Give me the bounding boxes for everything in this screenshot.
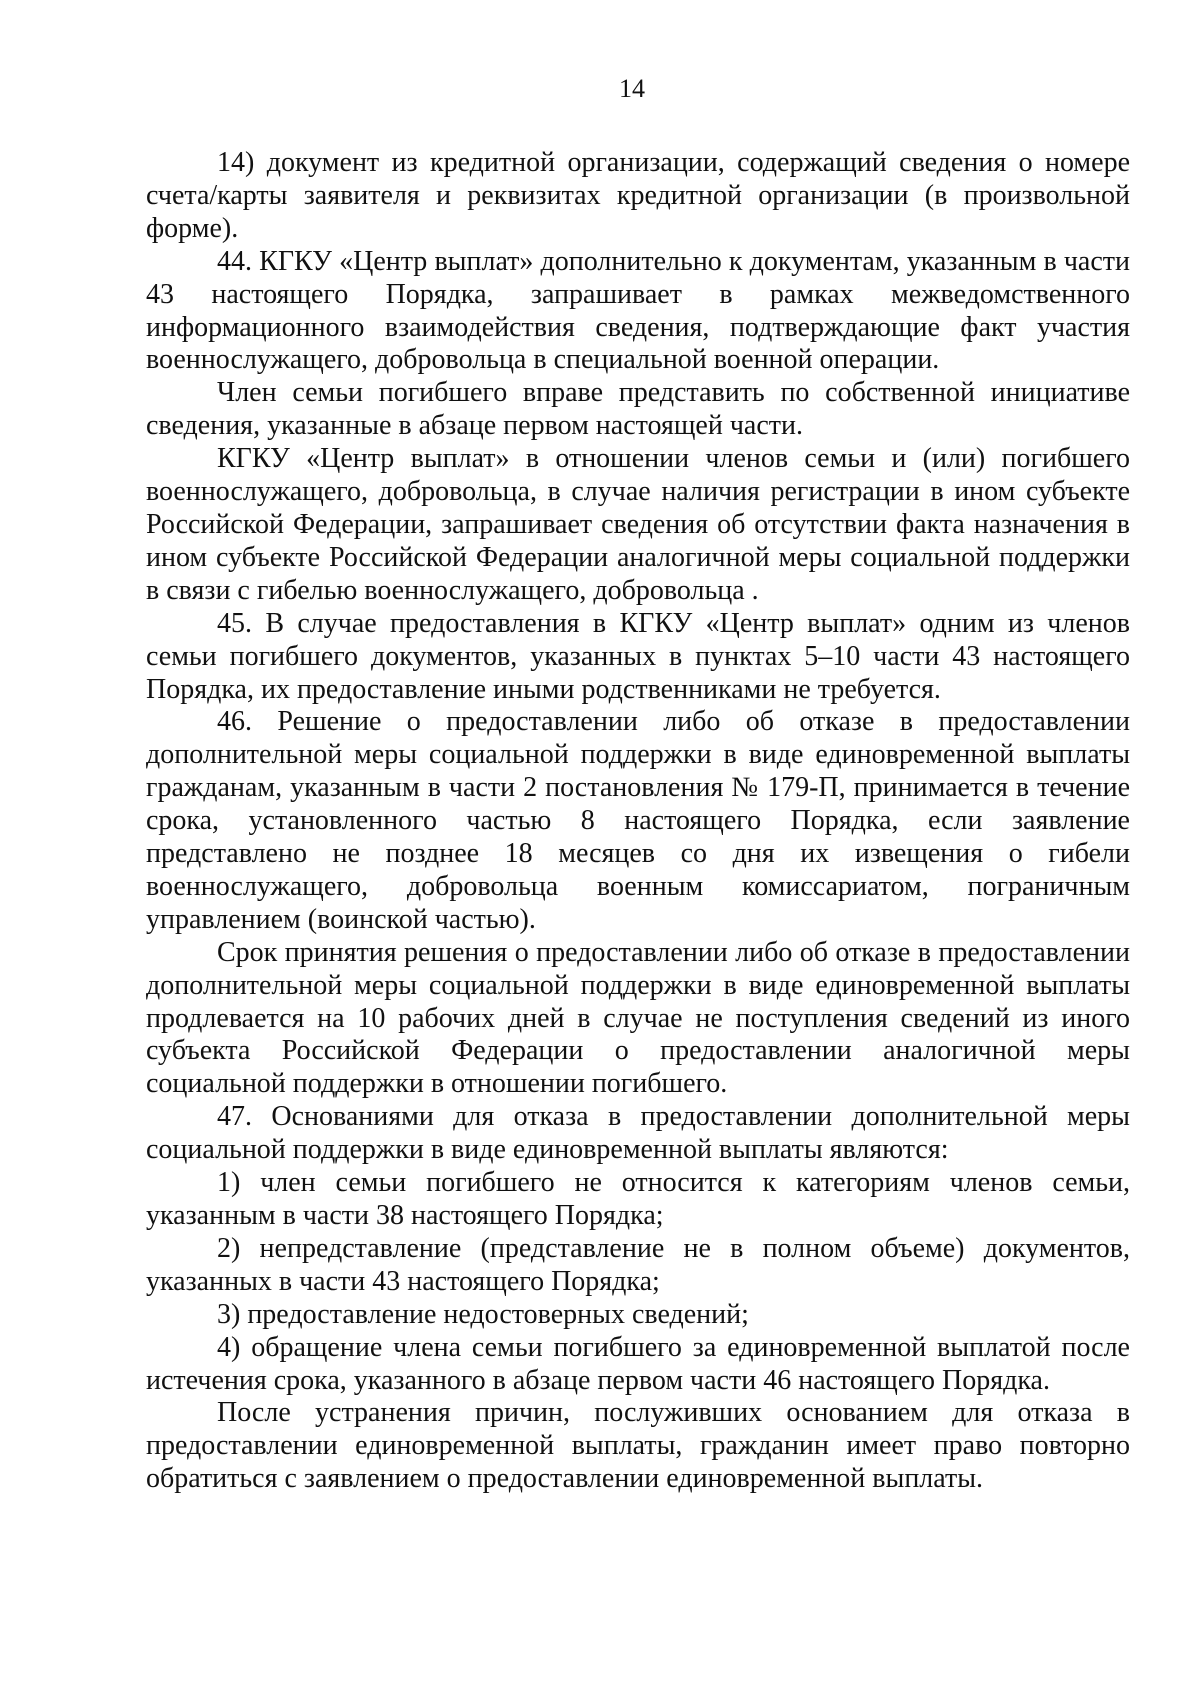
paragraph-clause-46-extension: Срок принятия решения о предоставлении либо об отказе в предоставлении дополнительной меры социальной поддержки в виде единовременной выплаты продлевается на 10 рабочих дней в случае не поступления сведений из иного субъекта Российской Федерации о предоставлении аналогичной меры социальной поддержки в отношении погибшего.	[146, 936, 1130, 1100]
document-body	[146, 147, 1130, 1496]
page-number: 14	[619, 74, 645, 103]
paragraph-reapply: После устранения причин, послуживших основанием для отказа в предоставлении единовременной выплаты, гражданин имеет право повторно обратиться с заявлением о предоставлении единовременной выплаты.	[146, 1397, 1130, 1495]
paragraph-refusal-reason-4: 4) обращение члена семьи погибшего за единовременной выплатой после истечения срока, указанного в абзаце первом части 46 настоящего Порядка.	[146, 1331, 1130, 1396]
paragraph-clause-45: 45. В случае предоставления в КГКУ «Центр выплат» одним из членов семьи погибшего документов, указанных в пунктах 5–10 части 43 настоящего Порядка, их предоставление иными родственниками не требуется.	[146, 607, 1130, 705]
paragraph-clause-44: 44. КГКУ «Центр выплат» дополнительно к документам, указанным в части 43 настоящего Порядка, запрашивает в рамках межведомственного информационного взаимодействия сведения, подтверждающие факт участия военнослужащего, добровольца в специальной военной операции.	[146, 245, 1130, 376]
paragraph-clause-44-member-right: Член семьи погибшего вправе представить по собственной инициативе сведения, указанные в абзаце первом настоящей части.	[146, 377, 1130, 442]
paragraph-clause-44-other-region: КГКУ «Центр выплат» в отношении членов семьи и (или) погибшего военнослужащего, добровольца, в случае наличия регистрации в ином субъекте Российской Федерации, запрашивает сведения об отсутствии факта назначения в ином субъекте Российской Федерации аналогичной меры социальной поддержки в связи с гибелью военнослужащего, добровольца .	[146, 443, 1130, 606]
paragraph-clause-46: 46. Решение о предоставлении либо об отказе в предоставлении дополнительной меры социальной поддержки в виде единовременной выплаты гражданам, указанным в части 2 постановления № 179-П, принимается в течение срока, установленного частью 8 настоящего Порядка, если заявление представлено не позднее 18 месяцев со дня их извещения о гибели военнослужащего, добровольца военным комиссариатом, пограничным управлением (воинской частью).	[146, 706, 1130, 935]
paragraph-item-14: 14) документ из кредитной организации, содержащий сведения о номере счета/карты заявителя и реквизитах кредитной организации (в произвольной форме).	[146, 147, 1130, 244]
paragraph-refusal-reason-3: 3) предоставление недостоверных сведений;	[217, 1298, 749, 1330]
paragraph-clause-47: 47. Основаниями для отказа в предоставлении дополнительной меры социальной поддержки в виде единовременной выплаты являются:	[146, 1101, 1130, 1166]
paragraph-refusal-reason-2: 2) непредставление (представление не в полном объеме) документов, указанных в части 43 настоящего Порядка;	[146, 1232, 1130, 1297]
paragraph-refusal-reason-1: 1) член семьи погибшего не относится к категориям членов семьи, указанным в части 38 настоящего Порядка;	[146, 1167, 1130, 1231]
